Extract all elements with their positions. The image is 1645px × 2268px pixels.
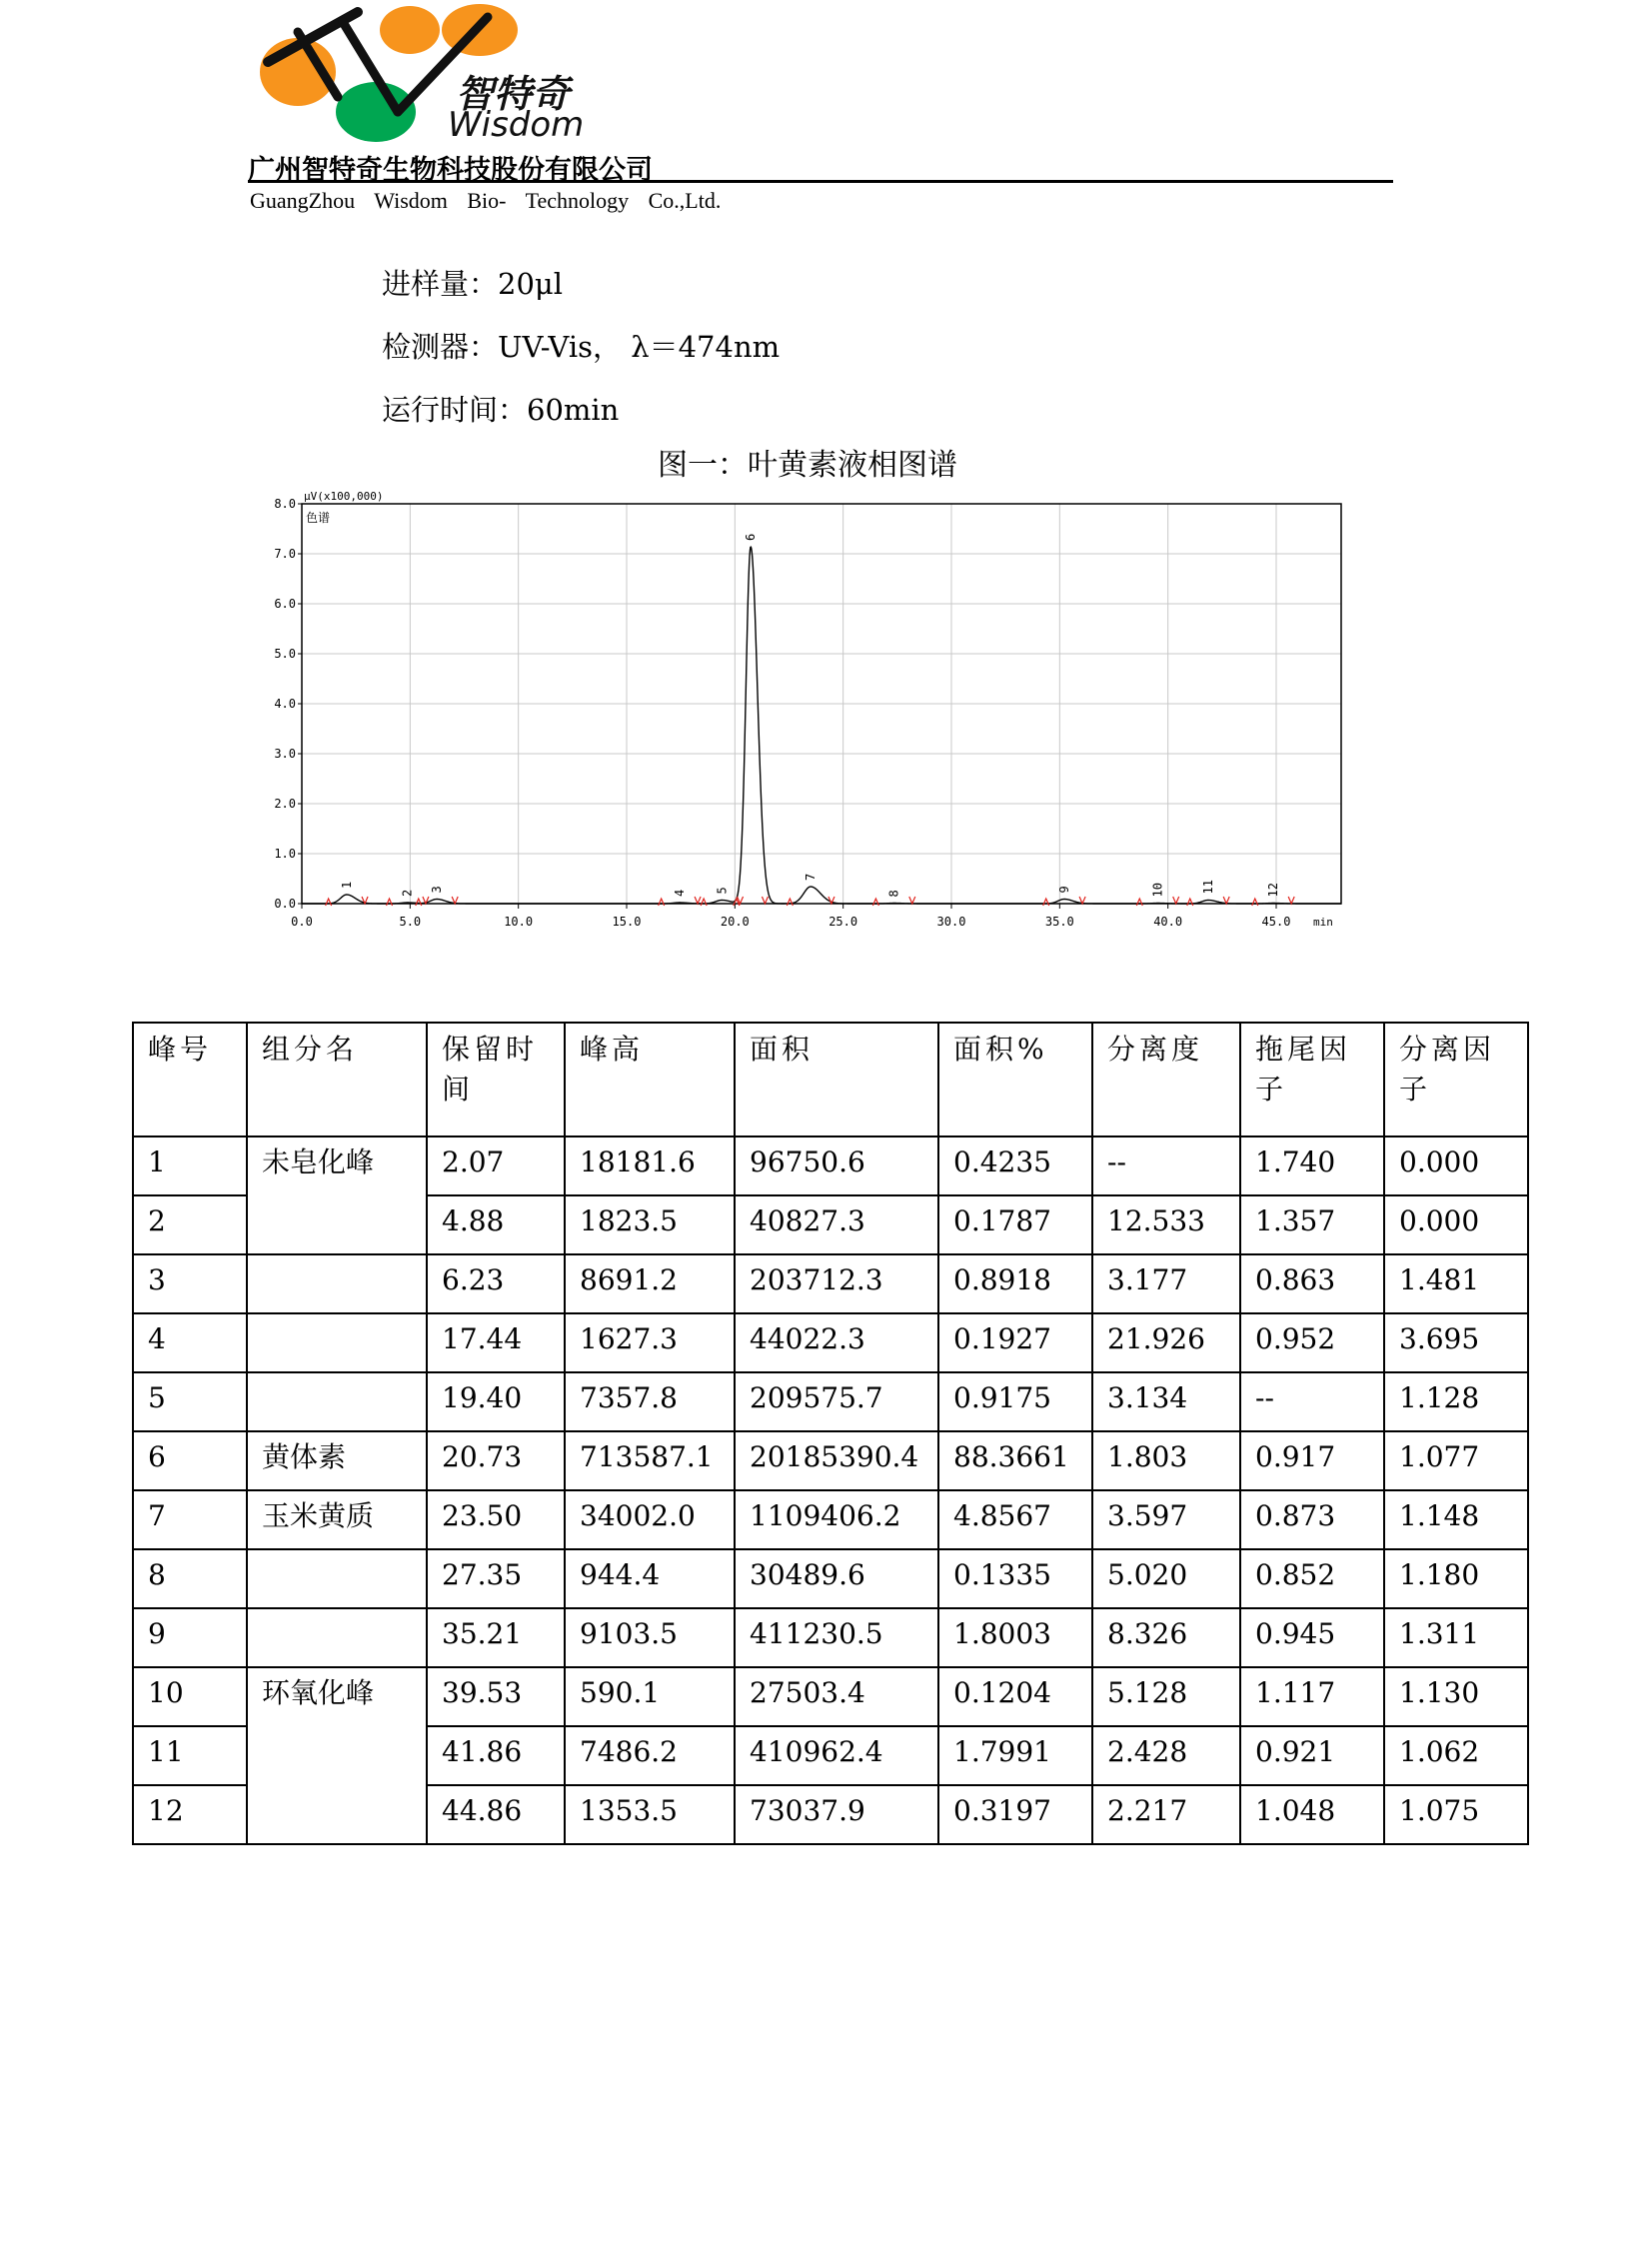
cell-resolution: 21.926 — [1092, 1313, 1240, 1372]
logo-text-en: Wisdom — [448, 105, 585, 142]
peak-label: 2 — [400, 889, 415, 897]
cell-tailing-factor: -- — [1240, 1372, 1384, 1431]
cell-peak-no: 8 — [133, 1549, 247, 1608]
cell-peak-height: 1823.5 — [565, 1195, 735, 1254]
table-row — [133, 1254, 1528, 1313]
cell-retention-time: 17.44 — [427, 1313, 565, 1372]
cell-separation-factor: 1.128 — [1384, 1372, 1528, 1431]
cell-peak-height: 8691.2 — [565, 1254, 735, 1313]
cell-area-percent: 88.3661 — [938, 1431, 1092, 1490]
company-name-en: GuangZhou Wisdom Bio- Technology Co.,Ltd. — [250, 188, 722, 213]
cell-resolution: 2.428 — [1092, 1726, 1240, 1785]
cell-resolution: 5.128 — [1092, 1667, 1240, 1726]
peak-label: 3 — [429, 886, 444, 894]
logo-orange-circle-mid — [380, 6, 440, 54]
integration-marker — [1173, 897, 1179, 904]
cell-component — [247, 1254, 427, 1313]
cell-area: 411230.5 — [735, 1608, 938, 1667]
integration-marker — [701, 899, 707, 906]
cell-resolution: 3.134 — [1092, 1372, 1240, 1431]
cell-peak-height: 7486.2 — [565, 1726, 735, 1785]
cell-area: 209575.7 — [735, 1372, 938, 1431]
integration-marker — [909, 897, 915, 904]
cell-resolution: 1.803 — [1092, 1431, 1240, 1490]
peak-label: 8 — [886, 890, 901, 898]
table-header-row — [133, 1023, 1528, 1136]
x-tick-label: 45.0 — [1261, 915, 1291, 929]
integration-marker — [762, 897, 768, 904]
table-row — [133, 1372, 1528, 1431]
x-axis-label: min — [1313, 916, 1333, 929]
integration-marker — [416, 899, 422, 906]
cell-area-percent: 0.3197 — [938, 1785, 1092, 1844]
cell-retention-time: 20.73 — [427, 1431, 565, 1490]
table-row — [133, 1667, 1528, 1726]
cell-peak-no: 7 — [133, 1490, 247, 1549]
header-divider — [248, 180, 1393, 183]
header-component: 组分名 — [247, 1023, 427, 1136]
axis-ticks — [274, 497, 1290, 929]
cell-component: 黄体素 — [247, 1431, 427, 1490]
header-resolution: 分离度 — [1092, 1023, 1240, 1136]
peak-label: 9 — [1056, 886, 1071, 894]
integration-marker — [695, 897, 701, 904]
cell-peak-no: 6 — [133, 1431, 247, 1490]
cell-separation-factor: 1.062 — [1384, 1726, 1528, 1785]
peak-label: 4 — [672, 889, 687, 897]
cell-separation-factor: 1.180 — [1384, 1549, 1528, 1608]
cell-area: 27503.4 — [735, 1667, 938, 1726]
cell-peak-height: 7357.8 — [565, 1372, 735, 1431]
cell-tailing-factor: 0.945 — [1240, 1608, 1384, 1667]
integration-marker — [1043, 899, 1049, 906]
cell-resolution: 12.533 — [1092, 1195, 1240, 1254]
y-tick-label: 2.0 — [274, 797, 296, 811]
cell-resolution: 3.597 — [1092, 1490, 1240, 1549]
cell-area-percent: 1.7991 — [938, 1726, 1092, 1785]
table-row — [133, 1431, 1528, 1490]
cell-peak-height: 944.4 — [565, 1549, 735, 1608]
cell-peak-height: 18181.6 — [565, 1136, 735, 1195]
integration-marker — [1288, 897, 1294, 904]
cell-area-percent: 0.4235 — [938, 1136, 1092, 1195]
x-tick-label: 25.0 — [828, 915, 858, 929]
cell-area: 96750.6 — [735, 1136, 938, 1195]
cell-separation-factor: 1.148 — [1384, 1490, 1528, 1549]
cell-area-percent: 0.9175 — [938, 1372, 1092, 1431]
cell-area-percent: 1.8003 — [938, 1608, 1092, 1667]
cell-area: 30489.6 — [735, 1549, 938, 1608]
cell-component — [247, 1313, 427, 1372]
peak-label: 10 — [1150, 883, 1165, 898]
cell-peak-height: 1353.5 — [565, 1785, 735, 1844]
logo-text-cn: 智特奇 — [456, 72, 571, 116]
company-name-cn: 广州智特奇生物科技股份有限公司 — [248, 155, 653, 186]
cell-retention-time: 6.23 — [427, 1254, 565, 1313]
cell-retention-time: 39.53 — [427, 1667, 565, 1726]
cell-retention-time: 44.86 — [427, 1785, 565, 1844]
cell-component — [247, 1608, 427, 1667]
cell-peak-no: 2 — [133, 1195, 247, 1254]
cell-peak-no: 12 — [133, 1785, 247, 1844]
header-area: 面积 — [735, 1023, 938, 1136]
chart-legend-label: 色谱 — [306, 511, 331, 525]
header-tailing-factor: 拖尾因子 — [1240, 1023, 1384, 1136]
company-logo — [248, 2, 648, 142]
x-tick-label: 0.0 — [291, 915, 313, 929]
peak-label: 12 — [1265, 883, 1280, 898]
cell-peak-height: 34002.0 — [565, 1490, 735, 1549]
cell-separation-factor: 1.077 — [1384, 1431, 1528, 1490]
cell-peak-no: 5 — [133, 1372, 247, 1431]
cell-tailing-factor: 1.048 — [1240, 1785, 1384, 1844]
header-area-percent: 面积% — [938, 1023, 1092, 1136]
param-detector: 检测器：UV-Vis， λ＝474nm — [382, 330, 781, 364]
cell-tailing-factor: 0.873 — [1240, 1490, 1384, 1549]
cell-component: 玉米黄质 — [247, 1490, 427, 1549]
peak-label: 11 — [1200, 880, 1215, 895]
cell-separation-factor: 1.481 — [1384, 1254, 1528, 1313]
cell-area-percent: 0.1335 — [938, 1549, 1092, 1608]
cell-tailing-factor: 1.740 — [1240, 1136, 1384, 1195]
cell-area: 410962.4 — [735, 1726, 938, 1785]
cell-peak-no: 10 — [133, 1667, 247, 1726]
y-tick-label: 8.0 — [274, 497, 296, 511]
peak-label: 5 — [715, 887, 730, 895]
y-tick-label: 7.0 — [274, 547, 296, 561]
param-run-time: 运行时间：60min — [382, 393, 620, 427]
cell-tailing-factor: 0.852 — [1240, 1549, 1384, 1608]
peak-results-table — [132, 1022, 1529, 1845]
cell-area-percent: 0.1204 — [938, 1667, 1092, 1726]
cell-resolution: 2.217 — [1092, 1785, 1240, 1844]
cell-retention-time: 41.86 — [427, 1726, 565, 1785]
integration-marker — [659, 899, 665, 906]
cell-component-group-epoxide: 环氧化峰 — [247, 1667, 427, 1844]
peak-label: 6 — [744, 533, 759, 541]
integration-marker — [1187, 899, 1193, 906]
integration-marker — [1252, 899, 1258, 906]
cell-resolution: 5.020 — [1092, 1549, 1240, 1608]
cell-tailing-factor: 0.917 — [1240, 1431, 1384, 1490]
peak-label: 7 — [804, 873, 819, 881]
integration-marker — [787, 899, 793, 906]
cell-peak-no: 11 — [133, 1726, 247, 1785]
y-tick-label: 0.0 — [274, 897, 296, 911]
cell-peak-height: 713587.1 — [565, 1431, 735, 1490]
cell-area: 203712.3 — [735, 1254, 938, 1313]
y-tick-label: 4.0 — [274, 697, 296, 711]
y-tick-label: 1.0 — [274, 847, 296, 861]
cell-retention-time: 2.07 — [427, 1136, 565, 1195]
cell-area-percent: 0.8918 — [938, 1254, 1092, 1313]
cell-component — [247, 1549, 427, 1608]
cell-area: 40827.3 — [735, 1195, 938, 1254]
cell-separation-factor: 1.075 — [1384, 1785, 1528, 1844]
cell-retention-time: 35.21 — [427, 1608, 565, 1667]
y-axis-label: μV(x100,000) — [304, 490, 384, 503]
x-tick-label: 15.0 — [612, 915, 642, 929]
chromatogram-chart — [270, 486, 1349, 966]
table-row — [133, 1490, 1528, 1549]
cell-tailing-factor: 1.117 — [1240, 1667, 1384, 1726]
cell-peak-no: 1 — [133, 1136, 247, 1195]
chromatogram-trace — [302, 547, 1341, 904]
cell-retention-time: 19.40 — [427, 1372, 565, 1431]
cell-tailing-factor: 0.921 — [1240, 1726, 1384, 1785]
cell-resolution: -- — [1092, 1136, 1240, 1195]
cell-resolution: 8.326 — [1092, 1608, 1240, 1667]
peak-label: 1 — [339, 881, 354, 889]
header-separation-factor: 分离因子 — [1384, 1023, 1528, 1136]
cell-separation-factor: 0.000 — [1384, 1136, 1528, 1195]
x-tick-label: 5.0 — [399, 915, 422, 929]
figure-caption: 图一：叶黄素液相图谱 — [658, 448, 957, 483]
cell-area-percent: 4.8567 — [938, 1490, 1092, 1549]
integration-marker — [872, 899, 878, 906]
cell-area: 20185390.4 — [735, 1431, 938, 1490]
cell-retention-time: 23.50 — [427, 1490, 565, 1549]
cell-separation-factor: 0.000 — [1384, 1195, 1528, 1254]
cell-area: 73037.9 — [735, 1785, 938, 1844]
cell-peak-height: 1627.3 — [565, 1313, 735, 1372]
y-tick-label: 6.0 — [274, 597, 296, 611]
cell-area: 1109406.2 — [735, 1490, 938, 1549]
y-tick-label: 3.0 — [274, 747, 296, 761]
cell-resolution: 3.177 — [1092, 1254, 1240, 1313]
cell-separation-factor: 3.695 — [1384, 1313, 1528, 1372]
cell-tailing-factor: 0.863 — [1240, 1254, 1384, 1313]
x-tick-label: 30.0 — [936, 915, 966, 929]
chart-grid — [302, 504, 1341, 904]
cell-component — [247, 1372, 427, 1431]
x-tick-label: 10.0 — [504, 915, 534, 929]
cell-retention-time: 27.35 — [427, 1549, 565, 1608]
cell-area: 44022.3 — [735, 1313, 938, 1372]
cell-component-group-unsaponified: 未皂化峰 — [247, 1136, 427, 1254]
cell-peak-no: 3 — [133, 1254, 247, 1313]
table-row — [133, 1608, 1528, 1667]
x-tick-label: 40.0 — [1153, 915, 1183, 929]
cell-peak-height: 590.1 — [565, 1667, 735, 1726]
param-injection-volume: 进样量：20μl — [382, 267, 564, 301]
cell-peak-no: 9 — [133, 1608, 247, 1667]
cell-area-percent: 0.1927 — [938, 1313, 1092, 1372]
header-retention-time: 保留时间 — [427, 1023, 565, 1136]
integration-marker — [387, 899, 393, 906]
chromatogram-line — [302, 547, 1341, 904]
cell-retention-time: 4.88 — [427, 1195, 565, 1254]
cell-peak-no: 4 — [133, 1313, 247, 1372]
cell-separation-factor: 1.311 — [1384, 1608, 1528, 1667]
table-row — [133, 1136, 1528, 1195]
header-peak-height: 峰高 — [565, 1023, 735, 1136]
header-peak-no: 峰号 — [133, 1023, 247, 1136]
x-tick-label: 35.0 — [1044, 915, 1074, 929]
integration-marker — [326, 899, 332, 906]
x-tick-label: 20.0 — [720, 915, 750, 929]
table-row — [133, 1549, 1528, 1608]
cell-peak-height: 9103.5 — [565, 1608, 735, 1667]
cell-tailing-factor: 1.357 — [1240, 1195, 1384, 1254]
peak-labels — [340, 534, 1280, 898]
table-row — [133, 1313, 1528, 1372]
integration-marker — [1136, 899, 1142, 906]
cell-separation-factor: 1.130 — [1384, 1667, 1528, 1726]
cell-area-percent: 0.1787 — [938, 1195, 1092, 1254]
cell-tailing-factor: 0.952 — [1240, 1313, 1384, 1372]
y-tick-label: 5.0 — [274, 647, 296, 661]
